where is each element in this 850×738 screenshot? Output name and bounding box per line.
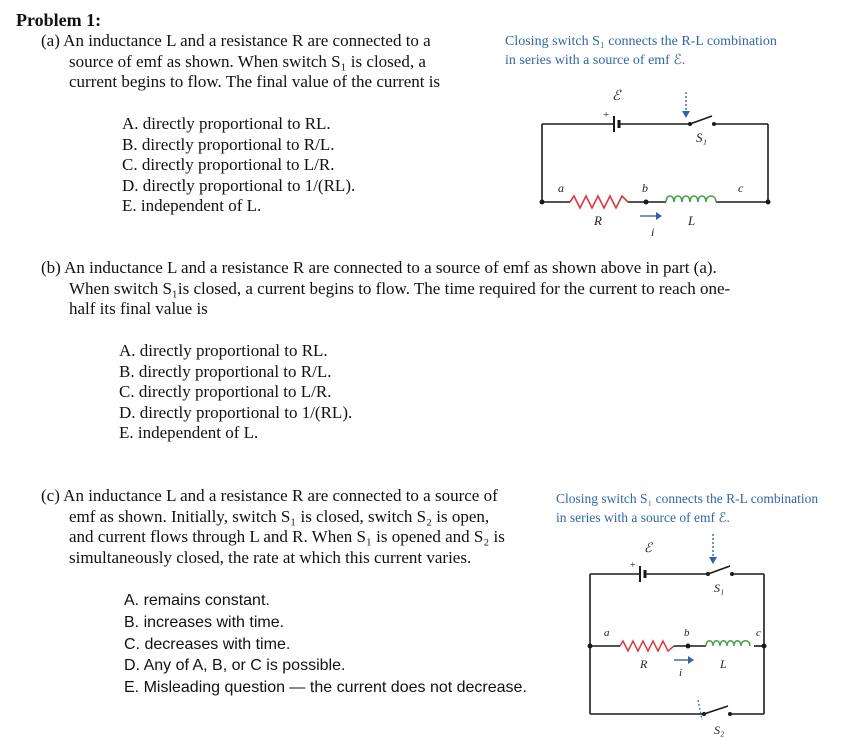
part-a-question [41, 31, 501, 93]
a-label: a [604, 627, 610, 639]
part-b-option-a[interactable]: A. directly proportional to RL. [119, 341, 328, 360]
l-label: L [720, 657, 727, 671]
s1-label: S₁ [714, 581, 725, 595]
part-b-option-d[interactable]: D. directly proportional to 1/(RL). [119, 402, 353, 422]
part-c-option-a[interactable]: A. remains constant. [124, 592, 270, 609]
part-b-line-1: (b) An inductance L and a resistance R are connected to a source of emf as shown above in part (a). [41, 258, 717, 277]
i-label: i [679, 667, 683, 679]
s1-label: S₁ [696, 130, 708, 145]
part-c-line-3: and current flows through L and R. When S₁ is opened and S₂ is [69, 527, 505, 546]
b-label: b [684, 627, 690, 639]
part-b-options [119, 341, 352, 444]
r-label: R [640, 657, 648, 671]
inductor [706, 641, 750, 646]
part-a-caption [505, 33, 777, 70]
s2-label: S₂ [714, 723, 725, 737]
circuit-diagram-c [578, 528, 828, 738]
c-label: c [756, 627, 761, 639]
part-c-option-e[interactable]: E. Misleading question — the current does not decrease. [124, 679, 527, 697]
part-a-option-b[interactable]: B. directly proportional to R/L. [122, 134, 335, 154]
part-c-line-4: simultaneously closed, the rate at which this current varies. [69, 547, 472, 567]
part-b-question [41, 258, 730, 320]
node-c [762, 644, 767, 649]
part-c-caption-line-2: in series with a source of emf ℰ. [556, 509, 730, 525]
part-a-option-e[interactable]: E. independent of L. [122, 196, 262, 216]
circuit-diagram-a [530, 78, 780, 238]
part-c-question [41, 486, 505, 568]
part-c-line-1: (c) An inductance L and a resistance R are connected to a source of [41, 486, 498, 505]
inductor [666, 196, 716, 202]
part-b-option-e[interactable]: E. independent of L. [119, 423, 259, 443]
part-c-option-c[interactable]: C. decreases with time. [124, 635, 291, 653]
l-label: L [688, 213, 696, 228]
part-a-option-c[interactable]: C. directly proportional to L/R. [122, 155, 335, 175]
r-label: R [594, 213, 602, 228]
part-a-caption-line-2: in series with a source of emf ℰ. [505, 52, 686, 68]
part-b-option-c[interactable]: C. directly proportional to L/R. [119, 382, 332, 402]
a-label: a [558, 181, 564, 195]
part-c-caption-line-1: Closing switch S₁ connects the R-L combination [556, 491, 819, 506]
part-a-line-3: current begins to flow. The final value of the current is [69, 72, 441, 91]
node-a [588, 644, 593, 649]
part-a-caption-line-1: Closing switch S₁ connects the R-L combination [505, 34, 777, 49]
node-c [766, 200, 771, 205]
node-b [644, 200, 649, 205]
plus-label: + [603, 109, 610, 121]
part-a-line-2: source of emf as shown. When switch S₁ is closed, a [69, 51, 426, 71]
part-c-option-d[interactable]: D. Any of A, B, or C is possible. [124, 657, 346, 675]
i-label: i [651, 225, 655, 238]
part-c-caption [556, 490, 818, 527]
part-a-line-1: (a) An inductance L and a resistance R are connected to a [41, 31, 431, 50]
part-a-option-d[interactable]: D. directly proportional to 1/(RL). [122, 175, 356, 195]
c-label: c [738, 181, 744, 195]
part-b-option-b[interactable]: B. directly proportional to R/L. [119, 361, 332, 381]
part-a-options [122, 114, 355, 217]
part-c-option-b[interactable]: B. increases with time. [124, 613, 285, 631]
part-c-options [124, 590, 527, 699]
b-label: b [642, 181, 648, 195]
emf-label: ℰ [644, 540, 652, 555]
resistor [570, 196, 628, 208]
node-a [540, 200, 545, 205]
node-b [686, 644, 691, 649]
plus-label: + [630, 560, 636, 571]
part-a-option-a[interactable]: A. directly proportional to RL. [122, 114, 331, 133]
resistor [620, 641, 674, 651]
emf-label: ℰ [612, 89, 621, 104]
part-b-line-3: half its final value is [69, 299, 208, 318]
part-b-line-2: When switch S₁is closed, a current begins to flow. The time required for the current to reach one- [69, 278, 731, 298]
part-c-line-2: emf as shown. Initially, switch S₁ is closed, switch S₂ is open, [69, 506, 490, 526]
problem-title: Problem 1: [16, 10, 102, 30]
